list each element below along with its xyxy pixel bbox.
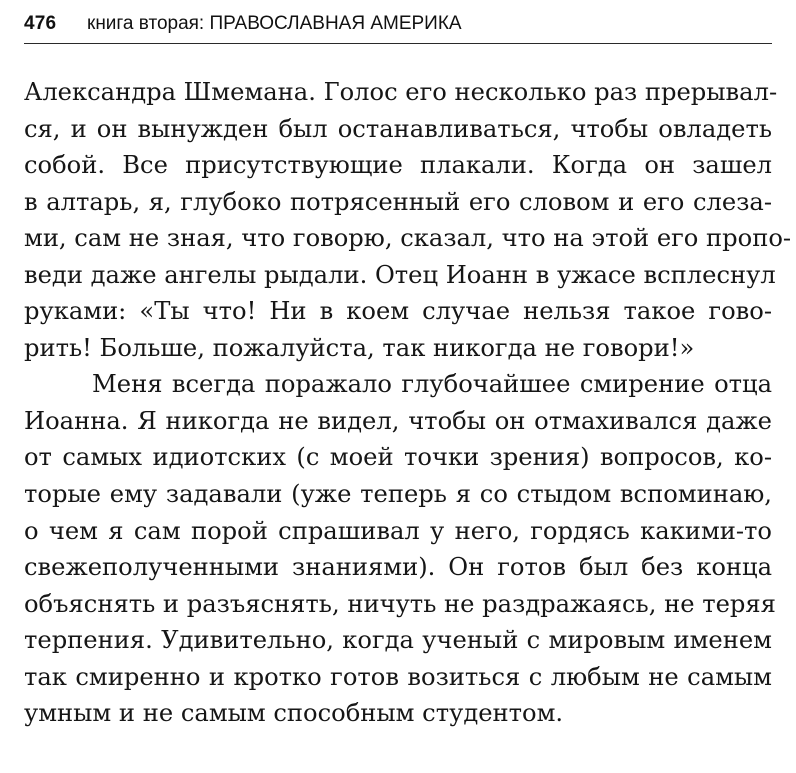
text-line: Александра Шмемана. Голос его несколько раз прерывал- — [24, 78, 778, 106]
text-line: собой. Все присутствующие плакали. Когда он зашел — [24, 151, 772, 180]
text-line-paragraph-end: рить! Больше, пожалуйста, так никогда не говори!» — [24, 333, 695, 362]
body-text — [24, 74, 792, 732]
text-line: о чем я сам порой спрашивал у него, гордясь какими-то — [24, 516, 772, 545]
page-number: 476 — [24, 13, 57, 34]
text-line: руками: «Ты что! Ни в коем случае нельзя такое гово- — [24, 297, 772, 326]
text-line: веди даже ангелы рыдали. Отец Иоанн в ужасе всплеснул — [24, 260, 776, 289]
text-line-paragraph-end: умным и не самым способным студентом. — [24, 699, 564, 728]
text-line: свежеполученными знаниями). Он готов был без конца — [24, 553, 772, 582]
header-rule-divider — [24, 43, 772, 44]
text-line: так смиренно и кротко готов возиться с любым не самым — [24, 662, 772, 691]
text-line: терпения. Удивительно, когда ученый с мировым именем — [24, 626, 772, 655]
text-line: в алтарь, я, глубоко потрясенный его словом и его слеза- — [24, 187, 772, 216]
text-line: ми, сам не зная, что говорю, сказал, что на этой его пропо- — [24, 224, 792, 253]
text-line: торые ему задавали (уже теперь я со стыдом вспоминаю, — [24, 480, 772, 509]
text-line: объяснять и разъяснять, ничуть не раздражаясь, не теряя — [24, 589, 776, 618]
text-line: Иоанна. Я никогда не видел, чтобы он отмахивался даже — [24, 406, 772, 435]
running-title: книга вторая: ПРАВОСЛАВНАЯ АМЕРИКА — [87, 13, 462, 34]
text-line: от самых идиотских (с моей точки зрения) вопросов, ко- — [24, 443, 772, 472]
running-head — [24, 10, 772, 44]
text-line-paragraph-start: Меня всегда поражало глубочайшее смирение отца — [92, 370, 772, 399]
text-line: ся, и он вынужден был останавливаться, чтобы овладеть — [24, 114, 772, 143]
